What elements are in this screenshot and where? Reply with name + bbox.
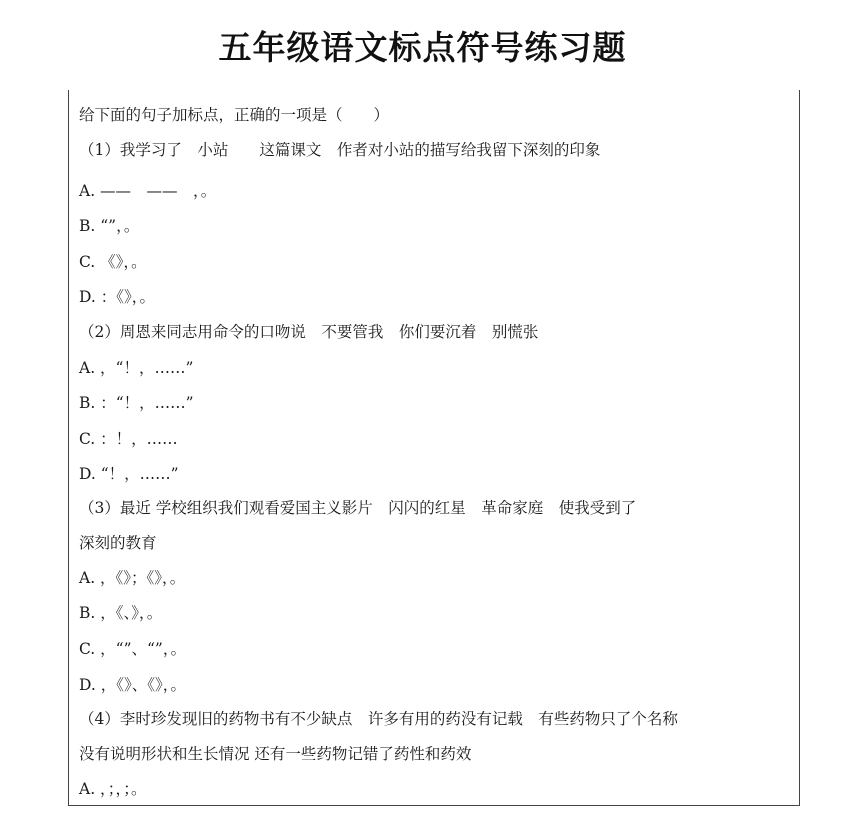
exercise-box xyxy=(68,90,800,806)
q1-stem: （1）我学习了 小站 这篇课文 作者对小站的描写给我留下深刻的印象 xyxy=(79,141,601,159)
q4-stem-line2: 没有说明形状和生长情况 还有一些药物记错了药性和药效 xyxy=(79,745,472,763)
q3-option-a: A. ，《》；《》，。 xyxy=(79,569,186,587)
q2-option-d: D. “！，……” xyxy=(79,465,179,483)
intro-text: 给下面的句子加标点，正确的一项是（ ） xyxy=(79,106,390,124)
q1-option-a: A. —— —— ，。 xyxy=(79,182,217,200)
page-title: 五年级语文标点符号练习题 xyxy=(218,28,627,67)
q4-option-a: A. ，；，；。 xyxy=(79,780,147,798)
q1-option-d: D. ：《》，。 xyxy=(79,288,155,306)
q2-option-a: A. ，“！，……” xyxy=(79,359,194,377)
q2-option-b: B. ：“！，……” xyxy=(79,394,194,412)
q3-option-c: C. ，“”、“”，。 xyxy=(79,640,187,658)
q3-stem-line2: 深刻的教育 xyxy=(79,534,157,552)
q2-stem: （2）周恩来同志用命令的口吻说 不要管我 你们要沉着 别慌张 xyxy=(79,323,539,341)
q3-option-b: B. ，《、》，。 xyxy=(79,604,163,622)
q1-option-c: C. 《》，。 xyxy=(79,253,147,271)
q4-stem-line1: （4）李时珍发现旧的药物书有不少缺点 许多有用的药没有记载 有些药物只了个名称 xyxy=(79,710,678,728)
q1-option-b: B. “”，。 xyxy=(79,217,140,235)
q3-option-d: D. ，《》、《》，。 xyxy=(79,676,186,694)
q2-option-c: C. ：！，…… xyxy=(79,430,178,448)
q3-stem-line1: （3）最近 学校组织我们观看爱国主义影片 闪闪的红星 革命家庭 使我受到了 xyxy=(79,499,637,517)
